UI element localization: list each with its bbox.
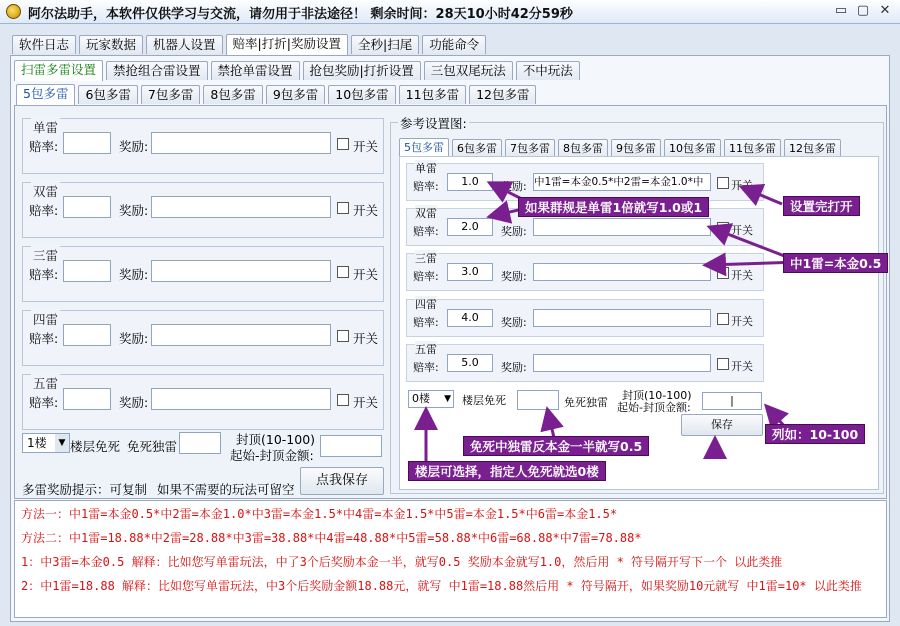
ref-tab-8: 8包多雷 [558,139,608,158]
ref-odds-label: 赔率: [413,316,439,329]
help-line-3: 1：中3雷=本金0.5 解释：比如您写单雷玩法，中了3个后奖励本金一半，就写0.5 奖励本金就写1.0，然后用 * 符号隔开写下一个 以此类推 [21,555,783,569]
subtab-no-hit[interactable]: 不中玩法 [516,61,580,80]
annotation-reward: 中1雷=本金0.5 [783,253,888,273]
ref-odds-label: 赔率: [413,361,439,374]
minimize-button[interactable]: ▭ [834,3,848,18]
subtab-grab-reward[interactable]: 抢包奖励|打折设置 [303,61,421,80]
packtab-5[interactable]: 5包多雷 [16,84,75,105]
odds-label: 赔率: [29,331,59,346]
floor-select-value: 1楼 [27,436,47,450]
ref-tab-11: 11包多雷 [724,139,781,158]
ref-reward-label: 奖励: [501,270,527,283]
save-button[interactable]: 点我保存 [300,467,384,495]
group-title: 单雷 [33,120,59,135]
ref-group-title: 双雷 [415,207,437,220]
reward-tip-2: 如果不需要的玩法可留空 [157,482,295,497]
ref-odds-value: 2.0 [447,218,493,236]
packtab-7[interactable]: 7包多雷 [141,85,200,104]
ref-switch-label: 开关 [731,224,753,237]
ref-odds-value: 5.0 [447,354,493,372]
subtab-single-mine[interactable]: 禁抢单雷设置 [211,61,300,80]
ref-group-title: 单雷 [415,162,437,175]
packtab-8[interactable]: 8包多雷 [203,85,262,104]
ref-cap-label-1: 封顶(10-100) [622,389,692,402]
group-title: 三雷 [33,248,59,263]
ref-floor-immune-label: 楼层免死 [462,394,506,407]
switch-label: 开关 [353,331,379,346]
ref-immune-single-label: 免死独雷 [564,396,608,409]
ref-reward-value: 中1雷=本金0.5*中2雷=本金1.0*中 [533,173,711,191]
ref-tab-7: 7包多雷 [505,139,555,158]
cap-label-1: 封顶(10-100) [236,432,316,447]
close-button[interactable]: ✕ [879,3,891,18]
group-title: 五雷 [33,376,59,391]
odds-label: 赔率: [29,139,59,154]
packtab-12[interactable]: 12包多雷 [469,85,536,104]
help-text-panel[interactable] [14,500,887,618]
ref-switch-label: 开关 [731,315,753,328]
ref-tab-6: 6包多雷 [452,139,502,158]
ref-save-button: 保存 [681,414,763,436]
ref-reward-label: 奖励: [501,316,527,329]
ref-odds-label: 赔率: [413,225,439,238]
ref-cap-label-2: 起始-封顶金额: [617,401,691,414]
ref-switch-label: 开关 [731,179,753,192]
switch-label: 开关 [353,395,379,410]
ref-tab-12: 12包多雷 [784,139,841,158]
group-title: 四雷 [33,312,59,327]
help-line-4: 2：中1雷=18.88 解释：比如您写单雷玩法，中3个后奖励金额18.88元，就写 中1雷=18.88然后用 * 符号隔开，如果奖励10元就写 中1雷=10* 以此类推 [21,579,862,593]
chevron-down-icon: ▼ [444,394,451,404]
odds-label: 赔率: [29,267,59,282]
ref-odds-label: 赔率: [413,270,439,283]
ref-odds-value: 1.0 [447,173,493,191]
help-line-1: 方法一：中1雷=本金0.5*中2雷=本金1.0*中3雷=本金1.5*中4雷=本金1.5*中5雷=本金1.5*中6雷=本金1.5* [21,507,618,521]
packtab-6[interactable]: 6包多雷 [78,85,137,104]
annotation-switch: 设置完打开 [783,196,860,216]
ref-reward-label: 奖励: [501,361,527,374]
packtab-11[interactable]: 11包多雷 [399,85,466,104]
switch-label: 开关 [353,267,379,282]
ref-group-title: 三雷 [415,252,437,265]
tab-software-log[interactable]: 软件日志 [12,35,76,54]
reward-label: 奖励: [119,139,149,154]
tab-commands[interactable]: 功能命令 [422,35,486,54]
odds-label: 赔率: [29,395,59,410]
reward-label: 奖励: [119,203,149,218]
ref-floor-value: 0楼 [412,392,430,405]
tab-full-sweep[interactable]: 全秒|扫尾 [351,35,419,54]
annotation-cap: 列如：10-100 [765,424,865,444]
subtab-multi-mine[interactable]: 扫雷多雷设置 [14,60,103,81]
ref-odds-value: 4.0 [447,309,493,327]
ref-tab-10: 10包多雷 [664,139,721,158]
ref-reward-label: 奖励: [501,180,527,193]
floor-immune-label: 楼层免死 [70,439,121,454]
ref-tab-5: 5包多雷 [399,138,449,159]
subtab-three-pack[interactable]: 三包双尾玩法 [424,61,513,80]
arrow-switch [744,188,782,204]
window-title: 阿尔法助手，本软件仅供学习与交流，请勿用于非法途径！ 剩余时间：28天10小时42分59秒 [28,7,573,22]
tab-odds-settings[interactable]: 赔率|打折|奖励设置 [226,34,348,55]
annotation-floor: 楼层可选择，指定人免死就选0楼 [408,461,606,481]
cap-label-2: 起始-封顶金额: [230,448,314,463]
subtab-combo-mine[interactable]: 禁抢组合雷设置 [106,61,208,80]
reward-label: 奖励: [119,331,149,346]
tab-robot-settings[interactable]: 机器人设置 [146,35,223,54]
reward-tip: 多雷奖励提示：可复制 [22,482,148,497]
ref-tab-9: 9包多雷 [611,139,661,158]
ref-switch-label: 开关 [731,269,753,282]
switch-label: 开关 [353,139,379,154]
ref-reward-label: 奖励: [501,225,527,238]
ref-group-title: 五雷 [415,343,437,356]
reference-title: 参考设置图: [400,116,467,131]
chevron-down-icon[interactable]: ▼ [55,434,69,452]
group-title: 双雷 [33,184,59,199]
ref-odds-value: 3.0 [447,263,493,281]
switch-label: 开关 [353,203,379,218]
immune-single-label: 免死独雷 [127,439,178,454]
odds-label: 赔率: [29,203,59,218]
help-line-2: 方法二：中1雷=18.88*中2雷=28.88*中3雷=38.88*中4雷=48.88*中5雷=58.88*中6雷=68.88*中7雷=78.88* [21,531,642,545]
reward-label: 奖励: [119,267,149,282]
tab-player-data[interactable]: 玩家数据 [79,35,143,54]
maximize-button[interactable]: ▢ [856,3,870,18]
ref-switch-label: 开关 [731,360,753,373]
ref-group-title: 四雷 [415,298,437,311]
annotation-immune: 免死中独雷反本金一半就写0.5 [463,436,649,456]
packtab-10[interactable]: 10包多雷 [328,85,395,104]
ref-odds-label: 赔率: [413,180,439,193]
ref-cap-input: | [702,392,762,410]
packtab-9[interactable]: 9包多雷 [266,85,325,104]
reward-label: 奖励: [119,395,149,410]
annotation-odds: 如果群规是单雷1倍就写1.0或1 [518,197,709,217]
